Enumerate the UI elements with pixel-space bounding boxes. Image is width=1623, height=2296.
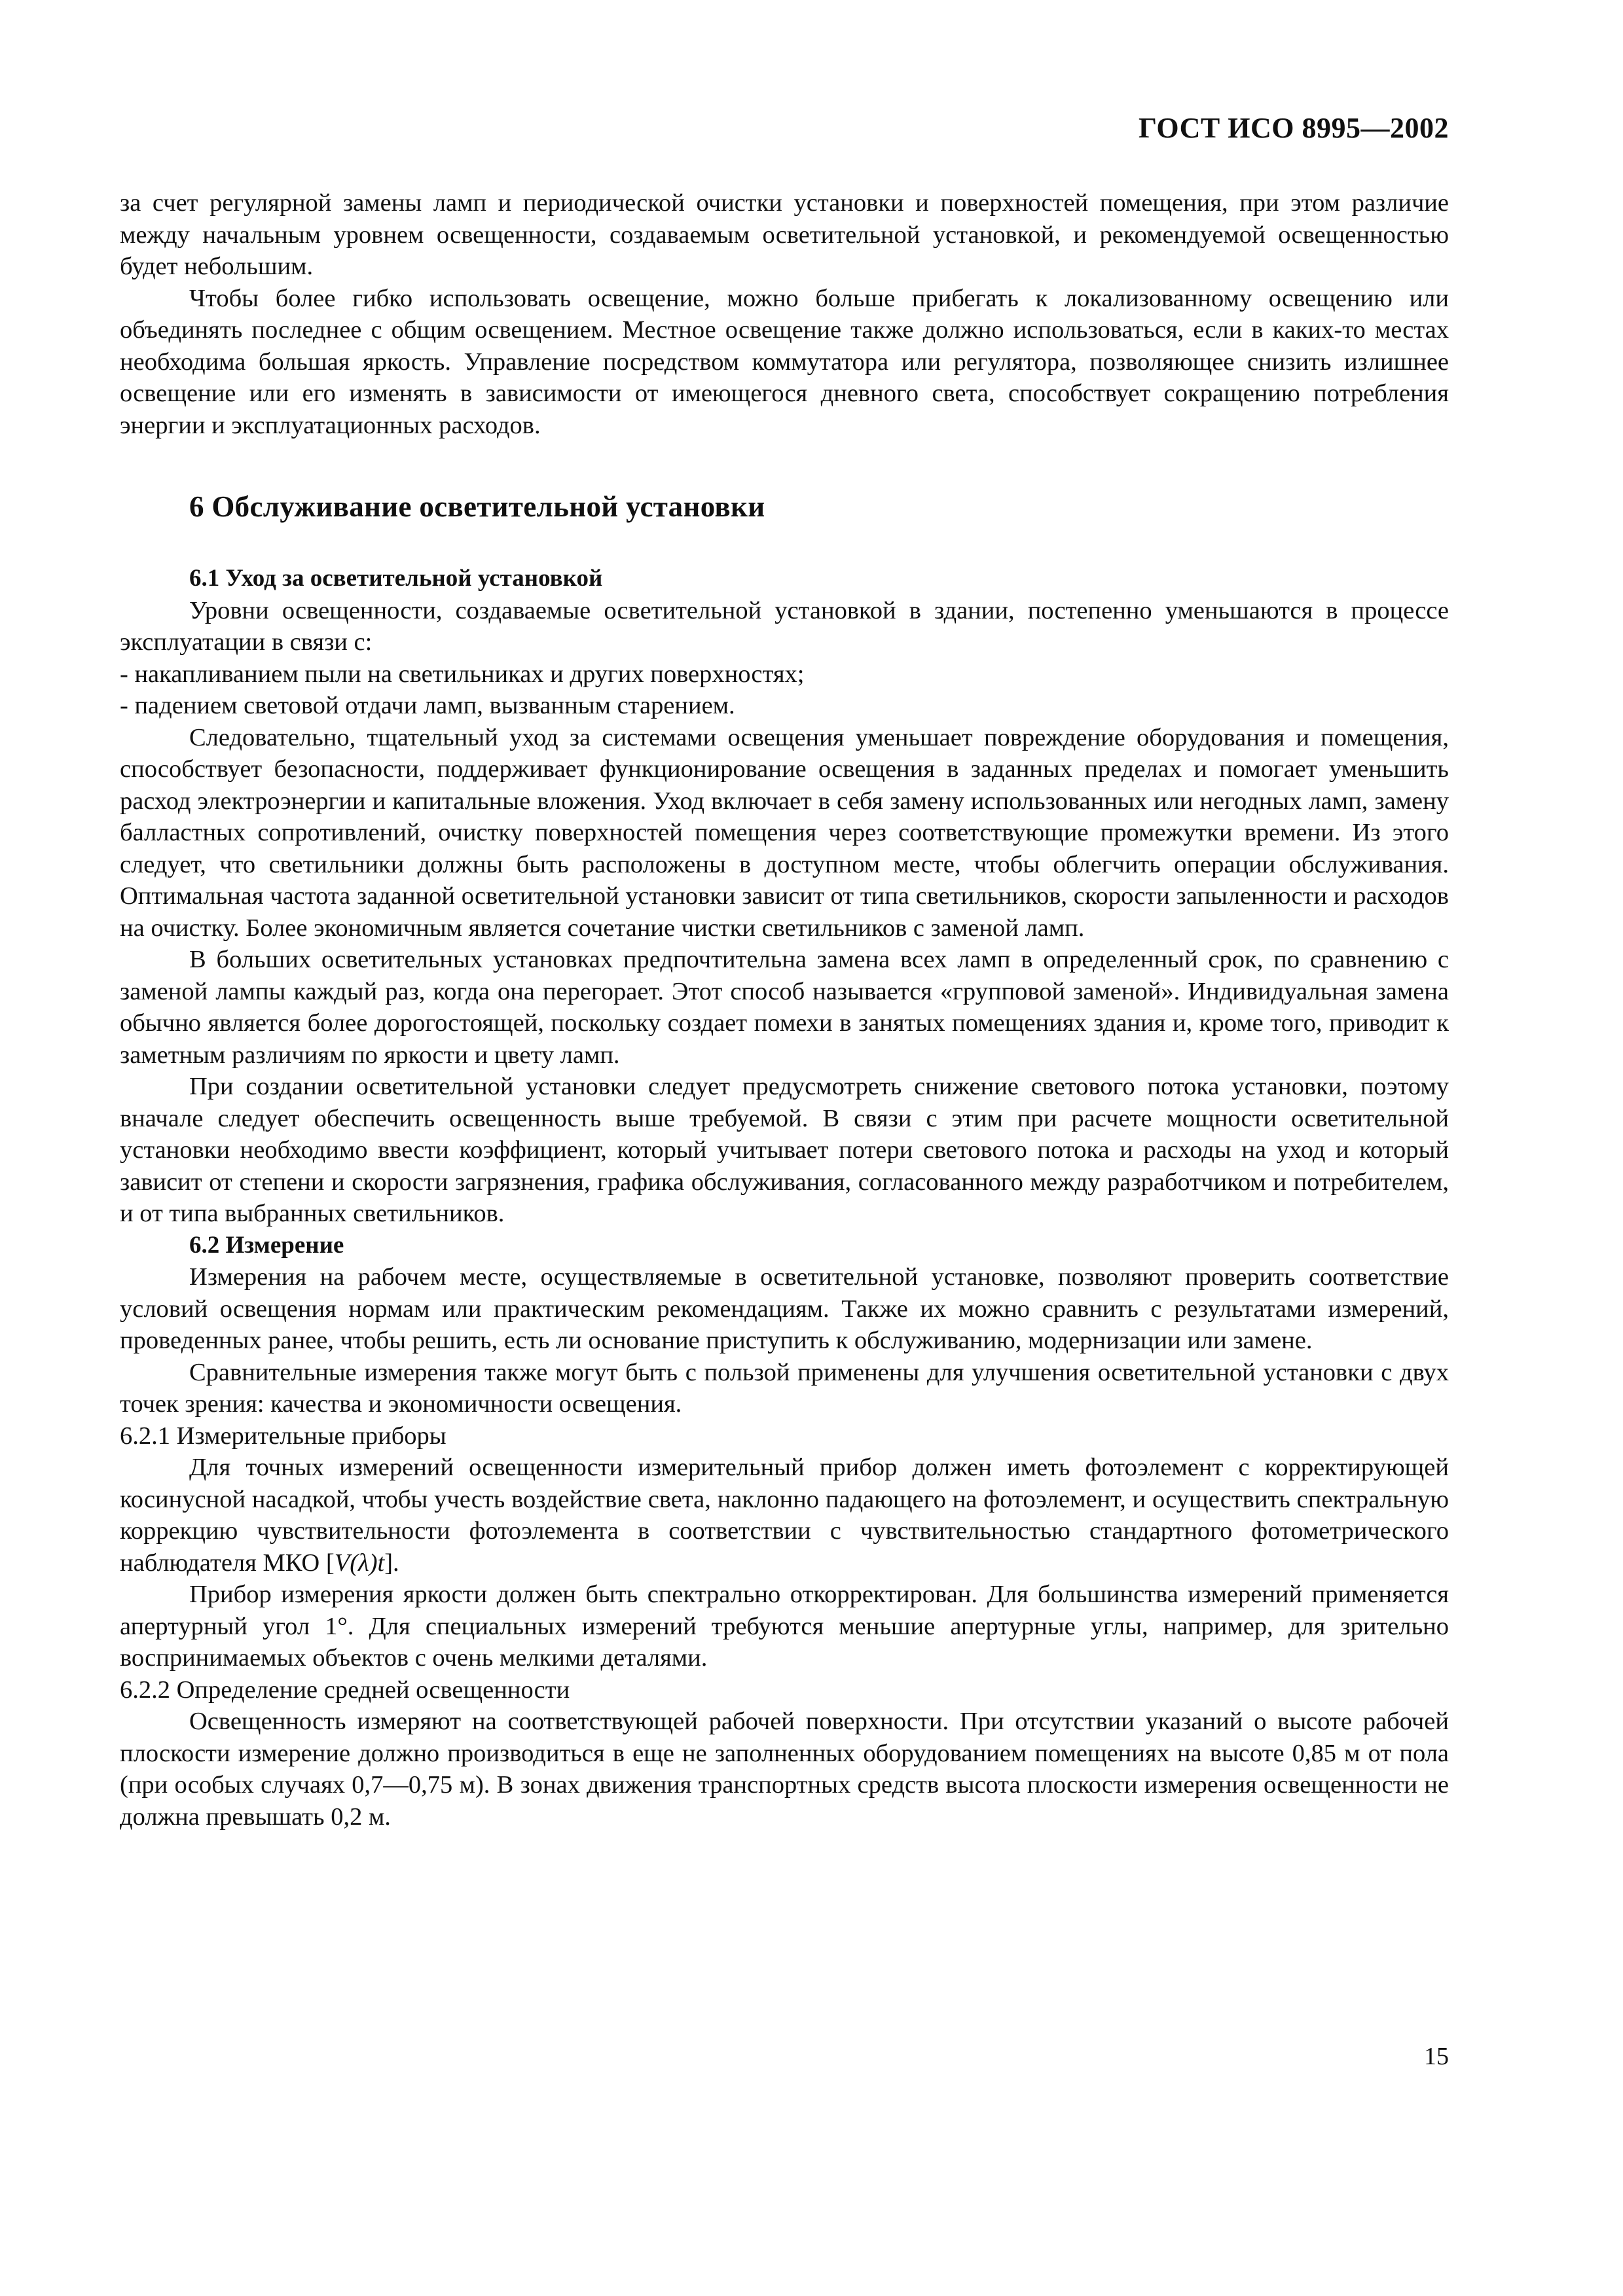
list-item: - накапливанием пыли на светильниках и других поверхностях;: [120, 660, 805, 688]
page-number: 15: [1424, 2043, 1449, 2070]
section-6-2-1-title: 6.2.1 Измерительные приборы: [120, 1422, 447, 1450]
section-6-2-paragraph-2: Сравнительные измерения также могут быть с пользой применены для улучшения осветительной установки с двух точек зрения: качества и экономичности освещения.: [120, 1358, 1449, 1418]
section-6-2-1-paragraph-1: [120, 1452, 1449, 1579]
document-body: [120, 187, 1449, 1833]
list-item: - падением световой отдачи ламп, вызванным старением.: [120, 692, 735, 719]
section-6-1-paragraph-3: В больших осветительных установках предпочтительна замена всех ламп в определенный срок, по сравнению с заменой лампы каждый раз, когда она перегорает. Этот способ называется «групповой заменой». Индивидуальная замена обычно является более дорогостоящей, поскольку создает помехи в занятых помещениях здания и, кроме того, приводит к заметным различиям по яркости и цвету ламп.: [120, 946, 1449, 1069]
paragraph-text-end: ].: [384, 1549, 399, 1577]
intro-paragraph-2: Чтобы более гибко использовать освещение, можно больше прибегать к локализованному освещению или объединять последнее с общим освещением. Местное освещение также должно использоваться, если в каких-то местах необходима большая яркость. Управление посредством коммутатора или регулятора, позволяющее снизить излишнее освещение или его изменять в зависимости от имеющегося дневного света, способствует сокращению потребления энергии и эксплуатационных расходов.: [120, 284, 1449, 439]
section-6-title: 6 Обслуживание осветительной установки: [189, 490, 765, 523]
section-6-1-paragraph-4: При создании осветительной установки следует предусмотреть снижение светового потока установки, поэтому вначале следует обеспечить освещенность выше требуемой. В связи с этим при расчете мощности осветительной установки необходимо ввести коэффициент, который учитывает потери светового потока и расходы на уход и который зависит от степени и скорости загрязнения, графика обслуживания, согласованного между разработчиком и потребителем, и от типа выбранных светильников.: [120, 1073, 1449, 1227]
formula-v-lambda: V(λ)t: [334, 1549, 385, 1577]
section-6-1-title: 6.1 Уход за осветительной установкой: [189, 565, 603, 592]
section-6-1-paragraph-2: Следовательно, тщательный уход за системами освещения уменьшает повреждение оборудования и помещения, способствует безопасности, поддерживает функционирование освещения в заданных пределах и помогает уменьшить расход электроэнергии и капитальные вложения. Уход включает в себя замену использованных или негодных ламп, замену балластных сопротивлений, очистку поверхностей помещения через соответствующие промежутки времени. Из этого следует, что светильники должны быть расположены в доступном месте, чтобы облегчить операции обслуживания. Оптимальная частота заданной осветительной установки зависит от типа светильников, скорости запыленности и расходов на очистку. Более экономичным является сочетание чистки светильников с заменой ламп.: [120, 723, 1449, 942]
section-6-2-title: 6.2 Измерение: [189, 1231, 344, 1259]
intro-paragraph-1: за счет регулярной замены ламп и периодической очистки установки и поверхностей помещения, при этом различие между начальным уровнем освещенности, создаваемым осветительной установкой, и рекомендуемой освещенностью будет небольшим.: [120, 189, 1449, 280]
paragraph-text: Для точных измерений освещенности измерительный прибор должен иметь фотоэлемент с корректирующей косинусной насадкой, чтобы учесть воздействие света, наклонно падающего на фотоэлемент, и осуществить спектральную коррекцию чувствительности фотоэлемента в соответствии с чувствительностью стандартного фотометрического наблюдателя МКО [: [120, 1454, 1449, 1577]
section-6-2-paragraph-1: Измерения на рабочем месте, осуществляемые в осветительной установке, позволяют проверить соответствие условий освещения нормам или практическим рекомендациям. Также их можно сравнить с результатами измерений, проведенных ранее, чтобы решить, есть ли основание приступить к обслуживанию, модернизации или замене.: [120, 1263, 1449, 1354]
section-6-2-2-paragraph-1: Освещенность измеряют на соответствующей рабочей поверхности. При отсутствии указаний о высоте рабочей плоскости измерение должно производиться в еще не заполненных оборудованием помещениях на высоте 0,85 м от пола (при особых случаях 0,7—0,75 м). В зонах движения транспортных средств высота плоскости измерения освещенности не должна превышать 0,2 м.: [120, 1708, 1449, 1831]
section-6-2-2-title: 6.2.2 Определение средней освещенности: [120, 1676, 570, 1704]
section-6-1-paragraph-1: Уровни освещенности, создаваемые осветительной установкой в здании, постепенно уменьшаются в процессе эксплуатации в связи с:: [120, 596, 1449, 656]
document-header: ГОСТ ИСО 8995—2002: [1138, 112, 1449, 144]
section-6-2-1-paragraph-2: Прибор измерения яркости должен быть спектрально откорректирован. Для большинства измерений применяется апертурный угол 1°. Для специальных измерений требуются меньшие апертурные углы, например, для зрительно воспринимаемых объектов с очень мелкими деталями.: [120, 1581, 1449, 1672]
